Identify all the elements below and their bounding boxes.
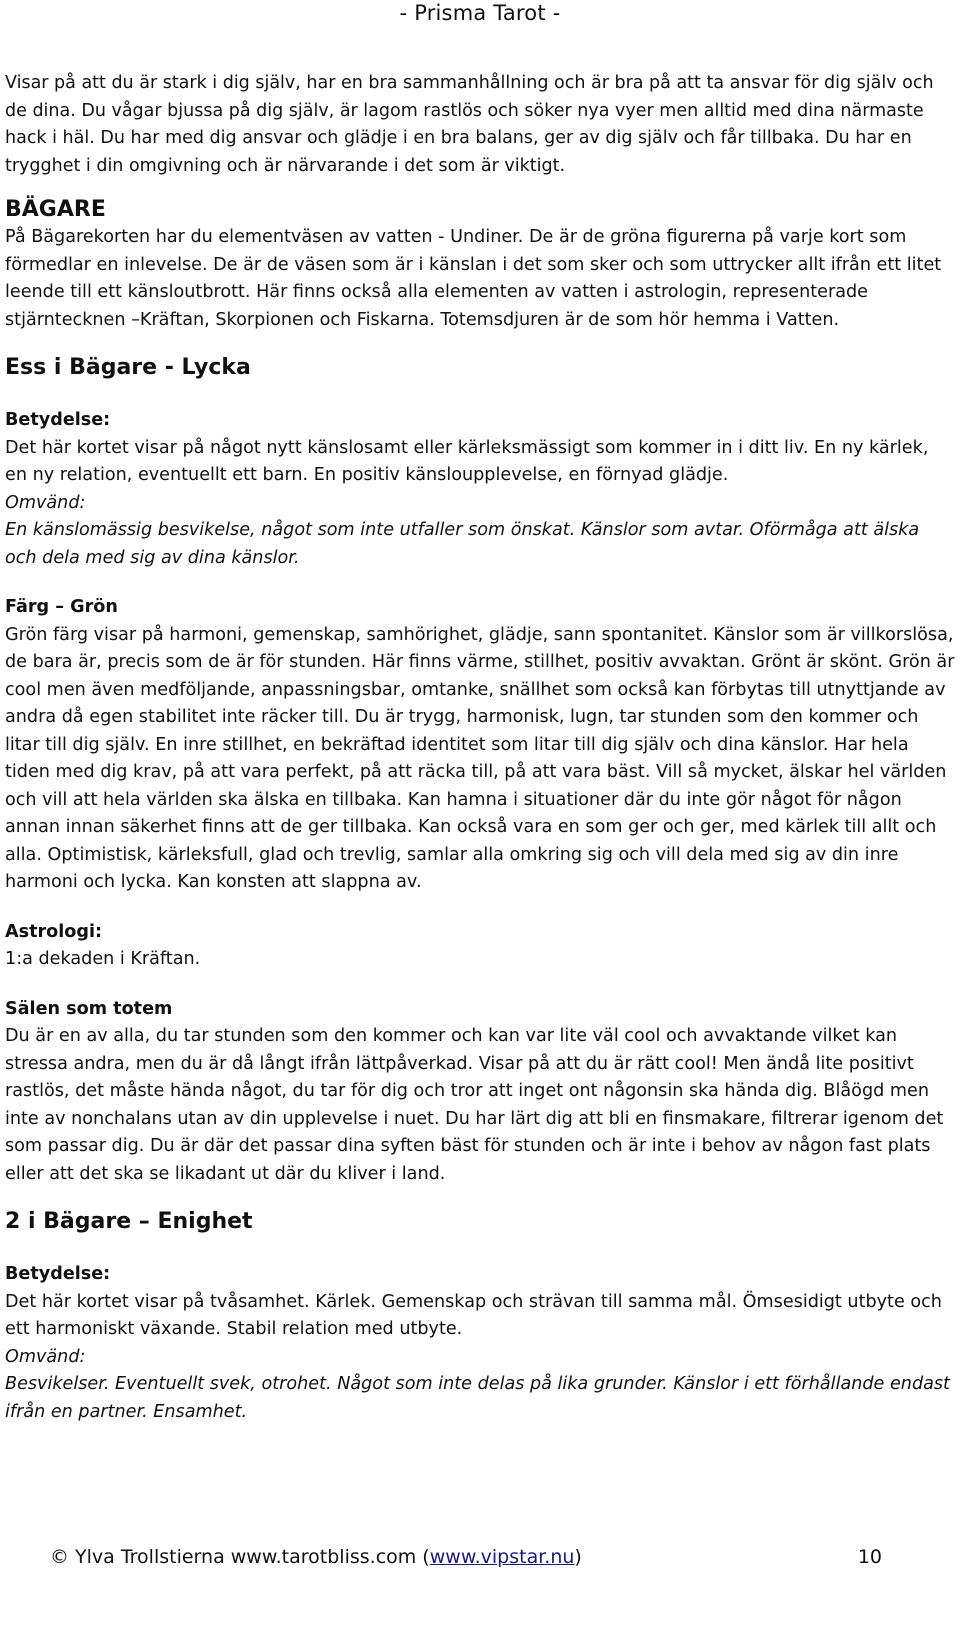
card-title-ace: Ess i Bägare - Lycka	[5, 355, 251, 380]
suit-title: BÄGARE	[5, 197, 106, 222]
meaning-label-2: Betydelse:	[5, 1264, 111, 1284]
color-text: Grön färg visar på harmoni, gemenskap, samhörighet, glädje, sann spontanitet. Känslor som är villkorslösa, de bara är, precis som de är för stunden. Här finns värme, stillhet, positiv avvaktan. Grönt är skönt. Grön är cool men även medföljande, anpassningsbar, omtanke, snällhet som också kan förbytas till utnyttjande av andra då egen stabilitet inte räcker till. Du är trygg, harmonisk, lugn, tar stunden som den kommer och litar till dig själv. En inre stillhet, en bekräftad identitet som litar till dig själv och dina känslor. Har hela tiden med dig krav, på att vara perfekt, på att räcka till, på att vara bäst. Vill så mycket, älskar hel världen och vill att hela världen ska älska en tillbaka. Kan hamna i situationer där du inte gör något för någon annan innan säkerhet finns att de ger tillbaka. Kan också vara en som ger och ger, med kärlek till allt och alla. Optimistisk, kärleksfull, glad och trevlig, samlar alla omkring sig och vill dela med sig av din inre harmoni och lycka. Kan konsten att slappna av.	[5, 624, 955, 892]
astrology-text: 1:a dekaden i Kräftan.	[5, 949, 201, 969]
card-title-two: 2 i Bägare – Enighet	[5, 1209, 253, 1234]
page-number: 10	[857, 1546, 882, 1568]
reversed-label-2: Omvänd:	[5, 1346, 86, 1367]
page-header-title: - Prisma Tarot -	[399, 1, 561, 25]
meaning-label: Betydelse:	[5, 410, 111, 430]
footer-copyright: © Ylva Trollstierna www.tarotbliss.com (	[50, 1546, 430, 1568]
reversed-label: Omvänd:	[5, 492, 86, 513]
footer-close: )	[574, 1546, 582, 1568]
astrology-label: Astrologi:	[5, 921, 103, 942]
footer-link[interactable]: www.vipstar.nu	[429, 1546, 575, 1568]
reversed-text: En känslomässig besvikelse, något som inte utfaller som önskat. Känslor som avtar. Oförmåga att älska och dela med sig av dina känslor.	[5, 520, 920, 568]
footer	[50, 1545, 910, 1569]
totem-text: Du är en av alla, du tar stunden som den kommer och kan var lite väl cool och avvaktande vilket kan stressa andra, men du är då långt ifrån lättpåverkad. Visar på att du är rätt cool! Men ändå lite positivt rastlös, det måste hända något, du tar för dig och tror att inget ont någonsin ska hända dig. Blåögd men inte av nonchalans utan av din upplevelse i nuet. Du har lärt dig att bli en finsmakare, filtrerar igenom det som passar dig. Du är där det passar dina syften bäst för stunden och är inte i behov av någon fast plats eller att det ska se likadant ut där du kliver i land.	[5, 1026, 944, 1184]
totem-heading: Sälen som totem	[5, 998, 173, 1019]
color-heading: Färg – Grön	[5, 597, 118, 617]
document-body	[5, 70, 955, 1426]
reversed-text-2: Besvikelser. Eventuellt svek, otrohet. Något som inte delas på lika grunder. Känslor i ett förhållande endast ifrån en partner. Ensamhet.	[5, 1374, 950, 1422]
meaning-text-2: Det här kortet visar på tvåsamhet. Kärlek. Gemenskap och strävan till samma mål. Ömsesidigt utbyte och ett harmoniskt växande. Stabil relation med utbyte.	[5, 1291, 942, 1339]
meaning-text: Det här kortet visar på något nytt känslosamt eller kärleksmässigt som kommer in i ditt liv. En ny kärlek, en ny relation, eventuellt ett barn. En positiv känsloupplevelse, en förnyad glädje.	[5, 437, 929, 485]
suit-description: På Bägarekorten har du elementväsen av vatten - Undiner. De är de gröna figurerna på varje kort som förmedlar en inlevelse. De är de väsen som är i känslan i det som sker och som uttrycker allt ifrån ett litet leende till ett känsloutbrott. Här finns också alla elementen av vatten i astrologin, representerade stjärntecknen –Kräftan, Skorpionen och Fiskarna. Totemsdjuren är de som hör hemma i Vatten.	[5, 227, 942, 330]
intro-paragraph: Visar på att du är stark i dig själv, har en bra sammanhållning och är bra på att ta ansvar för dig själv och de dina. Du vågar bjussa på dig själv, är lagom rastlös och söker nya vyer men alltid med dina närmaste hack i häl. Du har med dig ansvar och glädje i en bra balans, ger av dig själv och får tillbaka. Du har en trygghet i din omgivning och är närvarande i det som är viktigt.	[5, 73, 934, 176]
